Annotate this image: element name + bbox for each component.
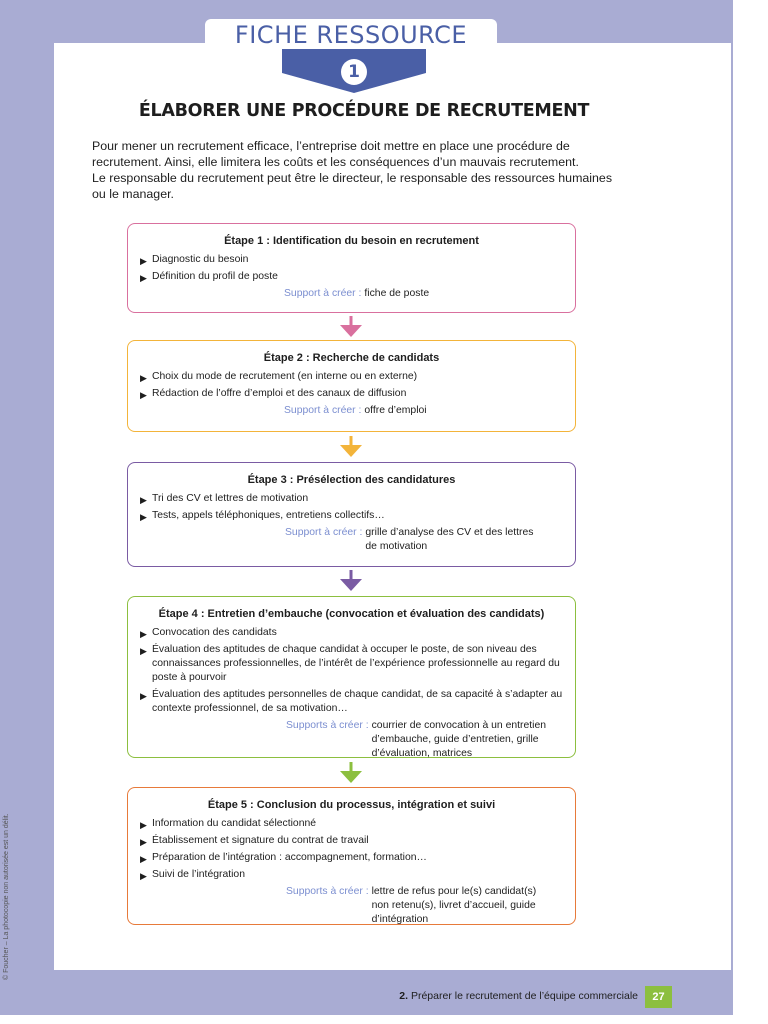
bullet-list: [128, 492, 575, 523]
triangle-bullet-icon: ▶: [140, 854, 147, 864]
list-item-text: Diagnostic du besoin: [152, 254, 249, 265]
list-item: [140, 643, 565, 685]
list-item-text: Tests, appels téléphoniques, entretiens collectifs…: [152, 510, 385, 521]
number-ribbon: [282, 49, 426, 93]
arrow-down-icon: [338, 570, 364, 592]
support-value: courrier de convocation à un entretien d’embauche, guide d’entretien, grille d’évaluation, matrices: [371, 720, 547, 759]
list-item-text: Information du candidat sélectionné: [152, 818, 317, 829]
list-item: [140, 834, 565, 848]
support-label: Supports à créer :: [286, 720, 369, 731]
list-item: [140, 817, 565, 831]
list-item: [140, 270, 565, 284]
list-item-text: Rédaction de l’offre d’emploi et des canaux de diffusion: [152, 388, 407, 399]
bullet-list: [128, 817, 575, 882]
support-line: [128, 885, 575, 927]
support-value: lettre de refus pour le(s) candidat(s) non retenu(s), livret d’accueil, guide d’intégration: [371, 886, 537, 925]
list-item: [140, 868, 565, 882]
step-title: Étape 5 : Conclusion du processus, intégration et suivi: [207, 799, 496, 811]
list-item-text: Préparation de l’intégration : accompagnement, formation…: [152, 852, 427, 863]
copyright-text: © Foucher – La photocopie non autorisée est un délit.: [3, 813, 10, 980]
step-title: Étape 2 : Recherche de candidats: [263, 352, 440, 364]
list-item: [140, 253, 565, 267]
triangle-bullet-icon: ▶: [140, 495, 147, 505]
support-value: offre d’emploi: [364, 405, 427, 416]
bullet-list: [128, 253, 575, 284]
step-1-box: [127, 223, 576, 313]
triangle-bullet-icon: ▶: [140, 629, 147, 639]
arrow-down-icon: [338, 762, 364, 784]
support-value: fiche de poste: [364, 288, 430, 299]
arrow-down-icon: [338, 436, 364, 458]
triangle-bullet-icon: ▶: [140, 390, 147, 400]
list-item: [140, 851, 565, 865]
triangle-bullet-icon: ▶: [140, 256, 147, 266]
page-number: 27: [645, 986, 672, 1008]
triangle-bullet-icon: ▶: [140, 273, 147, 283]
step-3-box: [127, 462, 576, 567]
arrow-down-icon: [338, 316, 364, 338]
triangle-bullet-icon: ▶: [140, 646, 147, 656]
triangle-bullet-icon: ▶: [140, 373, 147, 383]
copyright-notice: [0, 760, 16, 980]
list-item: [140, 626, 565, 640]
header-tab: [205, 19, 497, 51]
step-5-box: [127, 787, 576, 925]
step-title: Étape 1 : Identification du besoin en recrutement: [224, 235, 479, 247]
list-item-text: Évaluation des aptitudes de chaque candidat à occuper le poste, de son niveau des connaissances professionnelles, de l’intérêt de l’expérience professionnelle au regard du poste à pourvoir: [152, 644, 560, 683]
list-item-text: Établissement et signature du contrat de travail: [152, 835, 369, 846]
support-line: [128, 404, 575, 418]
fiche-number: 1: [348, 62, 360, 82]
intro-text: [92, 138, 622, 202]
step-2-box: [127, 340, 576, 432]
chapter-title: Préparer le recrutement de l’équipe commerciale: [410, 990, 638, 1002]
support-label: Supports à créer :: [286, 886, 369, 897]
step-title: Étape 3 : Présélection des candidatures: [247, 474, 456, 486]
list-item-text: Tri des CV et lettres de motivation: [152, 493, 309, 504]
triangle-bullet-icon: ▶: [140, 837, 147, 847]
triangle-bullet-icon: ▶: [140, 691, 147, 701]
list-item-text: Évaluation des aptitudes personnelles de chaque candidat, de sa capacité à s’adapter au contexte professionnel, de sa motivation…: [152, 689, 563, 714]
list-item: [140, 509, 565, 523]
support-label: Support à créer :: [284, 288, 362, 299]
step-title: Étape 4 : Entretien d’embauche (convocation et évaluation des candidats): [158, 608, 545, 620]
triangle-bullet-icon: ▶: [140, 871, 147, 881]
bullet-list: [128, 370, 575, 401]
list-item: [140, 370, 565, 384]
triangle-bullet-icon: ▶: [140, 512, 147, 522]
list-item-text: Choix du mode de recrutement (en interne ou en externe): [152, 371, 418, 382]
list-item: [140, 492, 565, 506]
intro-paragraph-1: Pour mener un recrutement efficace, l’entreprise doit mettre en place une procédure de recrutement. Ainsi, elle limitera les coûts et les conséquences d’un mauvais recrutement.: [92, 139, 579, 169]
list-item-text: Convocation des candidats: [152, 627, 277, 638]
header-title: FICHE RESSOURCE: [234, 21, 468, 49]
step-4-box: [127, 596, 576, 758]
intro-paragraph-2: Le responsable du recrutement peut être le directeur, le responsable des ressources humaines ou le manager.: [92, 171, 613, 201]
support-line: [128, 287, 575, 301]
list-item: [140, 688, 565, 716]
support-value: grille d’analyse des CV et des lettres de motivation: [365, 527, 534, 552]
support-line: [128, 526, 575, 554]
page-title: ÉLABORER UNE PROCÉDURE DE RECRUTEMENT: [138, 101, 590, 121]
bullet-list: [128, 626, 575, 716]
support-label: Support à créer :: [284, 405, 362, 416]
list-item: [140, 387, 565, 401]
triangle-bullet-icon: ▶: [140, 820, 147, 830]
support-label: Support à créer :: [285, 527, 363, 538]
chapter-number: 2.: [399, 990, 409, 1002]
support-line: [128, 719, 575, 761]
footer-chapter: [360, 990, 638, 1002]
list-item-text: Suivi de l’intégration: [152, 869, 245, 880]
list-item-text: Définition du profil de poste: [152, 271, 278, 282]
